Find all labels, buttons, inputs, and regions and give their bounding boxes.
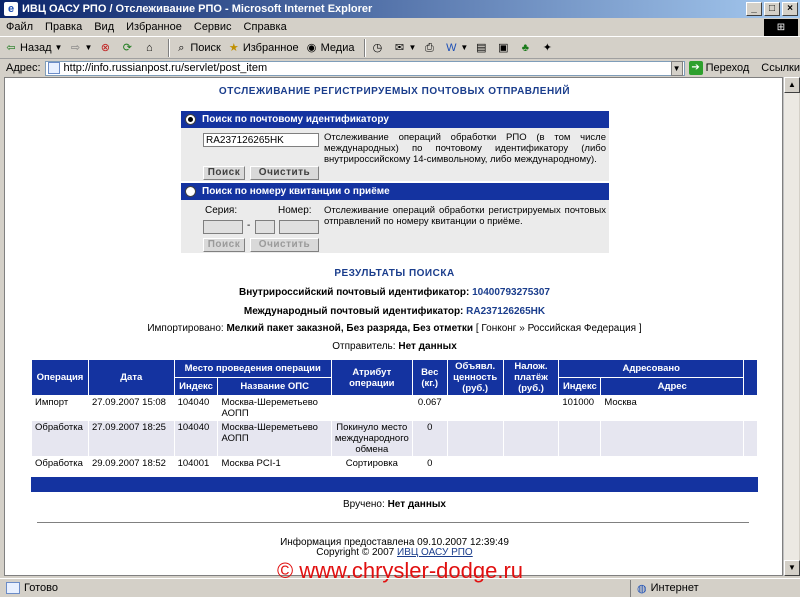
vertical-scrollbar[interactable] [783,77,799,576]
th-index: Индекс [174,378,218,396]
stop-button[interactable] [98,41,114,55]
menu-edit[interactable]: Правка [45,21,83,33]
search-by-receipt-radio[interactable] [185,186,196,197]
zone-text: Интернет [650,582,699,594]
th-opsname: Название ОПС [218,378,331,396]
mail-button[interactable]: ✉ ▼ [392,41,416,55]
address-dropdown-button[interactable]: ▼ [671,61,683,76]
print-button[interactable] [422,41,438,55]
imported-line [5,323,783,334]
minimize-button[interactable]: _ [746,2,762,16]
copyright-text: Copyright © 2007 [316,547,395,558]
address-url: http://info.russianpost.ru/servlet/post_item [63,62,268,74]
scroll-down-button[interactable]: ▼ [784,560,800,576]
table-row: Импорт 27.09.2007 15:08 104040 Москва-Шереметьево АОПП 0.067 101000 Москва [32,396,758,421]
address-label: Адрес: [6,62,41,74]
menu-view[interactable]: Вид [94,21,115,33]
series-input-2[interactable] [255,220,275,234]
th-operation: Операция [32,360,89,396]
menu-help[interactable]: Справка [243,21,287,33]
media-button[interactable]: ◉ Медиа [305,41,355,55]
domestic-id-value: 10400793275307 [472,287,550,298]
search-by-receipt-panel [181,183,609,253]
th-addressed: Адресовано [559,360,744,378]
domestic-id-label: Внутрироссийский почтовый идентификатор: [238,287,470,298]
page-status-icon [6,582,20,594]
links-button[interactable]: Ссылки [761,62,800,74]
home-button[interactable] [142,41,158,55]
th-value: Объявл. ценность (руб.) [447,360,503,396]
clear-button-id[interactable]: Очистить [250,166,319,180]
star-icon: ★ [228,41,239,54]
info-line: Информация предоставлена 09.10.2007 12:39:49 [280,537,509,548]
th-attr: Атрибут операции [331,360,412,396]
search-by-id-panel [181,111,609,181]
search-icon: ⌕ [178,41,185,54]
windows-logo-icon: ⊞ [764,19,798,36]
imported-value: Мелкий пакет заказной, Без разряда, Без отметки [226,323,474,334]
refresh-icon: ⟳ [122,41,132,54]
ie-logo-icon: e [4,2,18,16]
search-by-id-description: Отслеживание операций обработки РПО (в том числе международных) по почтовому идентификатору (либо внутрироссийскому 14-символьному, либо международному). [324,132,606,165]
refresh-button[interactable] [120,41,136,55]
number-input[interactable] [279,220,319,234]
globe-icon: ◍ [637,582,647,595]
intl-id-value: RA237126265HK [466,306,546,317]
sender-label: Отправитель: [332,341,396,352]
series-input-1[interactable] [203,220,243,234]
menu-file[interactable]: Файл [6,21,34,33]
menu-tools[interactable]: Сервис [193,21,232,33]
menu-favorites[interactable]: Избранное [126,21,182,33]
table-row: Обработка 27.09.2007 18:25 104040 Москва-Шереметьево АОПП Покинуло место международного обмена 0 [32,421,758,457]
series-dash: - [247,220,251,231]
history-icon: ◷ [372,41,383,54]
back-button[interactable]: ⇦ Назад ▼ [4,41,62,55]
window-titlebar [0,0,800,18]
toolbar [0,37,800,59]
status-text: Готово [24,582,58,594]
intl-id-label: Международный почтовый идентификатор: [243,306,464,317]
results-title: РЕЗУЛЬТАТЫ ПОИСКА [334,268,455,279]
document-icon: ▤ [476,41,487,54]
watermark-text: © www.chrysler-dodge.ru [276,558,524,583]
domestic-id-line [5,287,783,298]
go-arrow-icon: ➔ [689,61,703,75]
tools-icon: ✦ [542,41,552,54]
history-button[interactable] [370,41,386,55]
delivered-value: Нет данных [387,499,446,510]
mail-icon: ✉ [394,41,405,54]
stop-icon: ⊗ [100,41,110,54]
search-button-id[interactable]: Поиск [203,166,245,180]
edit-button[interactable]: W ▼ [446,41,469,54]
series-label: Серия: [205,205,238,216]
tracking-id-input[interactable] [203,133,319,147]
number-label: Номер: [278,205,312,216]
address-bar [0,59,800,77]
discuss-button[interactable] [474,41,490,55]
th-place: Место проведения операции [174,360,331,378]
scroll-up-button[interactable]: ▲ [784,77,800,93]
page-icon [48,62,60,74]
page-viewport [4,77,783,576]
word-icon: W [446,41,457,54]
forward-arrow-icon: ⇨ [70,41,81,54]
status-bar [0,578,800,597]
table-footer-bar [31,477,758,492]
tools-button[interactable] [540,41,556,55]
close-button[interactable]: × [782,2,798,16]
search-by-id-header: Поиск по почтовому идентификатору [181,111,609,128]
menu-bar [0,18,800,37]
address-input[interactable] [45,61,685,76]
maximize-button[interactable]: □ [764,2,780,16]
internet-zone [630,580,699,597]
search-by-id-radio[interactable] [185,114,196,125]
printer-icon: ⎙ [424,41,434,54]
favorites-button[interactable]: ★ Избранное [227,41,299,55]
back-arrow-icon: ⇦ [6,41,16,54]
imported-label: Импортировано: [147,323,224,334]
search-button-receipt[interactable]: Поиск [203,238,245,252]
delivered-label: Вручено: [343,499,385,510]
home-icon: ⌂ [146,41,153,54]
clear-button-receipt[interactable]: Очистить [250,238,319,252]
search-button[interactable]: ⌕ Поиск [174,41,220,55]
search-by-receipt-description: Отслеживание операций обработки регистрируемых почтовых отправлений по номеру квитанции о приёме. [324,205,606,227]
window-title: ИВЦ ОАСУ РПО / Отслеживание РПО - Microsoft Internet Explorer [22,3,373,15]
divider [37,522,749,523]
page-title: ОТСЛЕЖИВАНИЕ РЕГИСТРИРУЕМЫХ ПОЧТОВЫХ ОТПРАВЛЕНИЙ [218,86,571,97]
research-icon: ▣ [498,41,509,54]
intl-id-line [5,306,783,317]
th-addr-index: Индекс [559,378,601,396]
copyright-link[interactable]: ИВЦ ОАСУ РПО [397,547,473,558]
messenger-button[interactable] [518,41,534,55]
forward-button[interactable]: ⇨ ▼ [68,41,92,55]
search-by-receipt-header: Поиск по номеру квитанции о приёме [181,183,609,200]
delivered-line [5,499,783,510]
go-button[interactable]: ➔ Переход [689,61,750,75]
copyright-line [5,547,783,558]
media-icon: ◉ [306,41,317,54]
sender-value: Нет данных [398,341,457,352]
sender-line [5,341,783,352]
th-date: Дата [88,360,174,396]
th-weight: Вес (кг.) [412,360,447,396]
imported-route: [ Гонконг » Российская Федерация ] [475,323,642,334]
th-cod: Налож. платёж (руб.) [503,360,559,396]
research-button[interactable] [496,41,512,55]
th-addr: Адрес [601,378,744,396]
table-row: Обработка 29.09.2007 18:52 104001 Москва PCI-1 Сортировка 0 [32,457,758,477]
operations-table [31,359,758,477]
messenger-icon: ♣ [521,41,529,54]
